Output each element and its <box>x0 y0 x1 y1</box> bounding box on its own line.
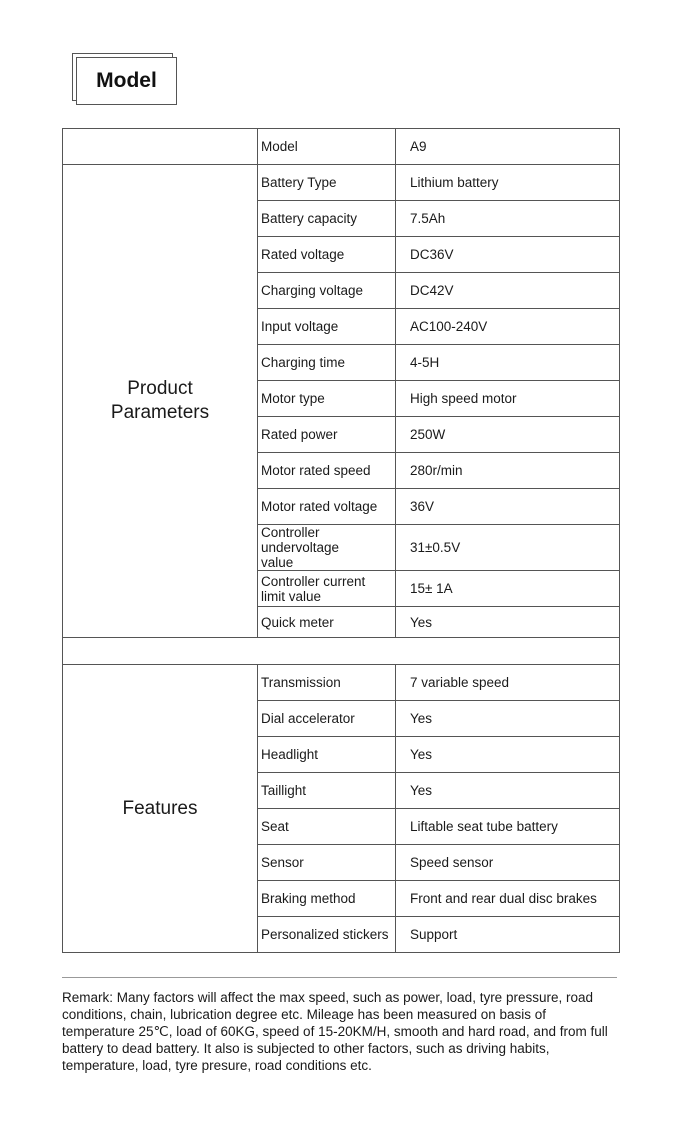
group-name: Product Parameters <box>110 378 210 423</box>
row-label: Controller undervoltage value <box>258 525 396 571</box>
row-label: Personalized stickers <box>258 917 396 953</box>
group-label-product-parameters <box>63 165 258 638</box>
row-value: Yes <box>396 737 620 773</box>
spec-table <box>62 128 620 953</box>
row-value: 31±0.5V <box>396 525 620 571</box>
row-value: Yes <box>396 607 620 638</box>
row-label: Motor rated speed <box>258 453 396 489</box>
row-label: Charging time <box>258 345 396 381</box>
group-name: Features <box>122 797 198 819</box>
table-row <box>63 665 620 701</box>
row-label: Quick meter <box>258 607 396 638</box>
row-value: 15± 1A <box>396 571 620 607</box>
row-value: Yes <box>396 701 620 737</box>
row-label: Motor rated voltage <box>258 489 396 525</box>
row-value: High speed motor <box>396 381 620 417</box>
table-row <box>63 165 620 201</box>
row-label: Input voltage <box>258 309 396 345</box>
remark-text: Remark: Many factors will affect the max speed, such as power, load, tyre pressure, road conditions, chain, lubrication degree etc. Mileage has been measured on basis of temperature 25℃, load of 60KG, speed of 15-20KM/H, smooth and hard road, and from full battery to dead battery. It also is subjected to other factors, such as driving habits, temperature, load, tyre presure, road conditions etc. <box>62 990 608 1073</box>
row-value: Liftable seat tube battery <box>396 809 620 845</box>
row-label: Taillight <box>258 773 396 809</box>
row-label: Battery Type <box>258 165 396 201</box>
empty-cell <box>63 129 258 165</box>
row-value: DC42V <box>396 273 620 309</box>
row-value: 280r/min <box>396 453 620 489</box>
row-label: Transmission <box>258 665 396 701</box>
row-value: Speed sensor <box>396 845 620 881</box>
row-label: Motor type <box>258 381 396 417</box>
row-value: 7 variable speed <box>396 665 620 701</box>
row-label: Sensor <box>258 845 396 881</box>
row-label: Rated voltage <box>258 237 396 273</box>
spacer-cell <box>63 638 620 665</box>
row-value: 250W <box>396 417 620 453</box>
page-title: Model <box>76 57 177 105</box>
row-value: 4-5H <box>396 345 620 381</box>
row-value-model: A9 <box>396 129 620 165</box>
row-label: Seat <box>258 809 396 845</box>
table-spacer-row <box>63 638 620 665</box>
row-value: Yes <box>396 773 620 809</box>
row-value: Support <box>396 917 620 953</box>
table-row-model <box>63 129 620 165</box>
row-value: DC36V <box>396 237 620 273</box>
row-value: Front and rear dual disc brakes <box>396 881 620 917</box>
row-value: 7.5Ah <box>396 201 620 237</box>
row-value: AC100-240V <box>396 309 620 345</box>
row-label: Headlight <box>258 737 396 773</box>
row-label: Braking method <box>258 881 396 917</box>
row-label: Controller current limit value <box>258 571 396 607</box>
row-value: 36V <box>396 489 620 525</box>
row-label: Battery capacity <box>258 201 396 237</box>
remark-divider <box>62 977 617 978</box>
group-label-features <box>63 665 258 953</box>
row-label: Charging voltage <box>258 273 396 309</box>
row-value: Lithium battery <box>396 165 620 201</box>
model-title-box <box>72 53 177 105</box>
row-label-model: Model <box>258 129 396 165</box>
row-label: Rated power <box>258 417 396 453</box>
row-label: Dial accelerator <box>258 701 396 737</box>
